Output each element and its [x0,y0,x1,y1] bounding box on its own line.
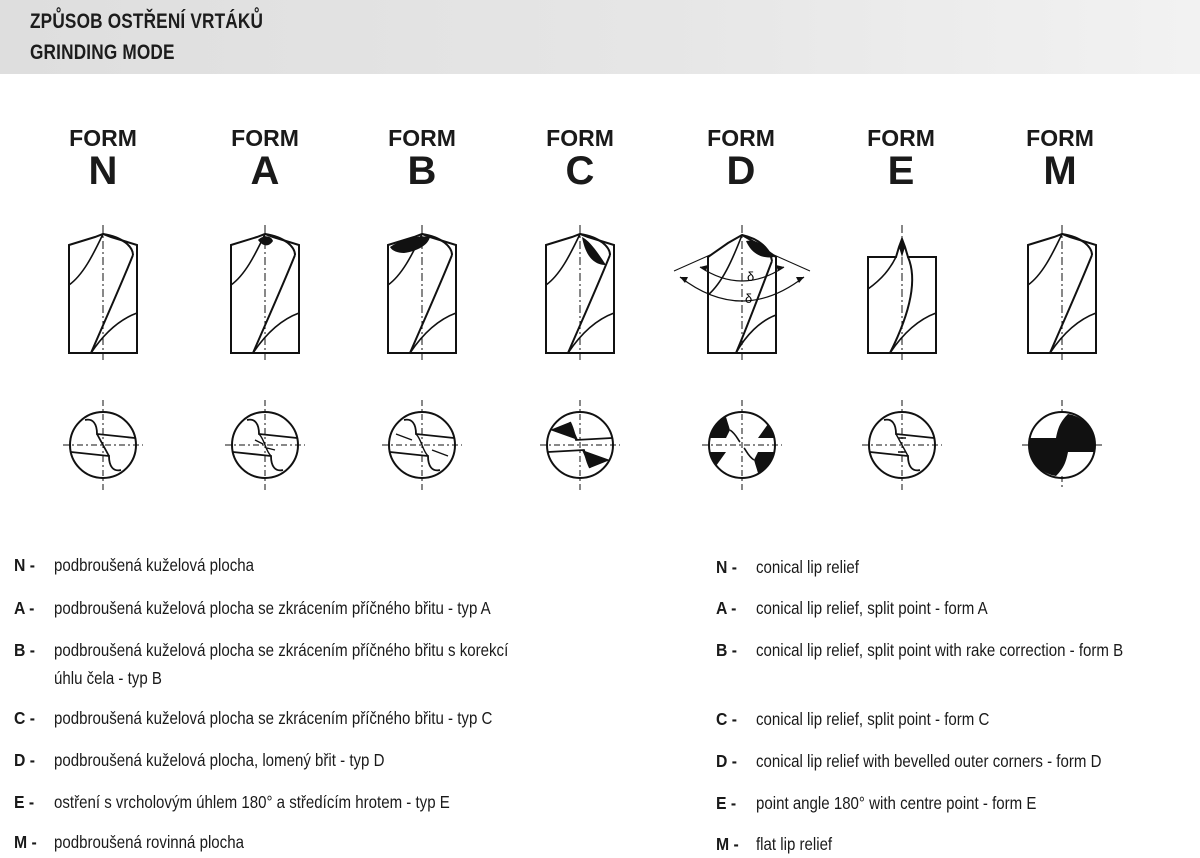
form-letter: N [88,149,118,193]
drill-end-view-a [225,400,305,490]
angle-label-bottom: δ [745,291,753,306]
form-letter: A [250,149,280,193]
legend-text: podbroušená kuželová plocha, lomený břit - typ D [54,750,385,770]
drill-side-view-c [540,225,620,360]
legend-text: flat lip relief [756,834,833,854]
legend-text: podbroušená kuželová plocha se zkrácením příčného břitu s korekcí [54,640,509,660]
legend-text: conical lip relief, split point - form C [756,709,990,729]
form-letter: E [887,149,915,193]
form-heading-b [352,126,492,191]
legend-key: A - [14,598,35,618]
legend-key: D - [14,750,35,770]
drill-end-view-c [540,400,620,490]
form-letter: B [407,149,437,193]
form-letter: M [1043,149,1077,193]
form-heading-c [510,126,650,191]
form-word: FORM [1026,125,1094,151]
legend-key: N - [14,555,35,575]
form-word: FORM [69,125,137,151]
drill-end-view-n [63,400,143,490]
header-band [0,0,1200,74]
form-word: FORM [231,125,299,151]
form-letter: C [565,149,595,193]
form-heading-n [33,126,173,191]
form-word: FORM [388,125,456,151]
legend-text: úhlu čela - typ B [54,668,162,688]
form-word: FORM [867,125,935,151]
legend-key: M - [14,832,37,852]
legend-key: E - [14,792,35,812]
form-heading-d [671,126,811,191]
drill-end-view-m [1022,400,1102,490]
legend-text: conical lip relief with bevelled outer corners - form D [756,751,1102,771]
legend-key: C - [14,708,35,728]
form-heading-m [990,126,1130,191]
legend-key: C - [716,709,737,729]
legend-text: conical lip relief, split point with rake correction - form B [756,640,1124,660]
legend-text: conical lip relief [756,557,859,577]
drill-side-view-b [382,225,462,360]
legend-text: podbroušená kuželová plocha [54,555,254,575]
legend-text: ostření s vrcholovým úhlem 180° a středícím hrotem - typ E [54,792,450,812]
legend-key: B - [716,640,737,660]
drill-side-view-m [1022,225,1102,360]
legend-key: D - [716,751,737,771]
drill-end-view-e [862,400,942,490]
legend-text: conical lip relief, split point - form A [756,598,988,618]
drill-side-view-d [670,225,815,360]
form-letter: D [726,149,756,193]
title-czech: ZPŮSOB OSTŘENÍ VRTÁKŮ [30,10,264,33]
drill-side-view-e [862,225,942,360]
legend-text: podbroušená kuželová plocha se zkrácením příčného břitu - typ A [54,598,491,618]
legend-key: N - [716,557,737,577]
legend-key: E - [716,793,737,813]
form-word: FORM [546,125,614,151]
drill-side-view-n [63,225,143,360]
angle-label-top: δ [747,269,755,284]
legend-key: M - [716,834,739,854]
form-heading-e [831,126,971,191]
drill-side-view-a [225,225,305,360]
title-english: GRINDING MODE [30,41,175,64]
form-heading-a [195,126,335,191]
drill-end-view-d [702,400,782,490]
legend-text: point angle 180° with centre point - form E [756,793,1037,813]
legend-key: A - [716,598,737,618]
legend-text: podbroušená rovinná plocha [54,832,244,852]
legend-text: podbroušená kuželová plocha se zkrácením příčného břitu - typ C [54,708,493,728]
form-word: FORM [707,125,775,151]
drill-end-view-b [382,400,462,490]
legend-key: B - [14,640,35,660]
